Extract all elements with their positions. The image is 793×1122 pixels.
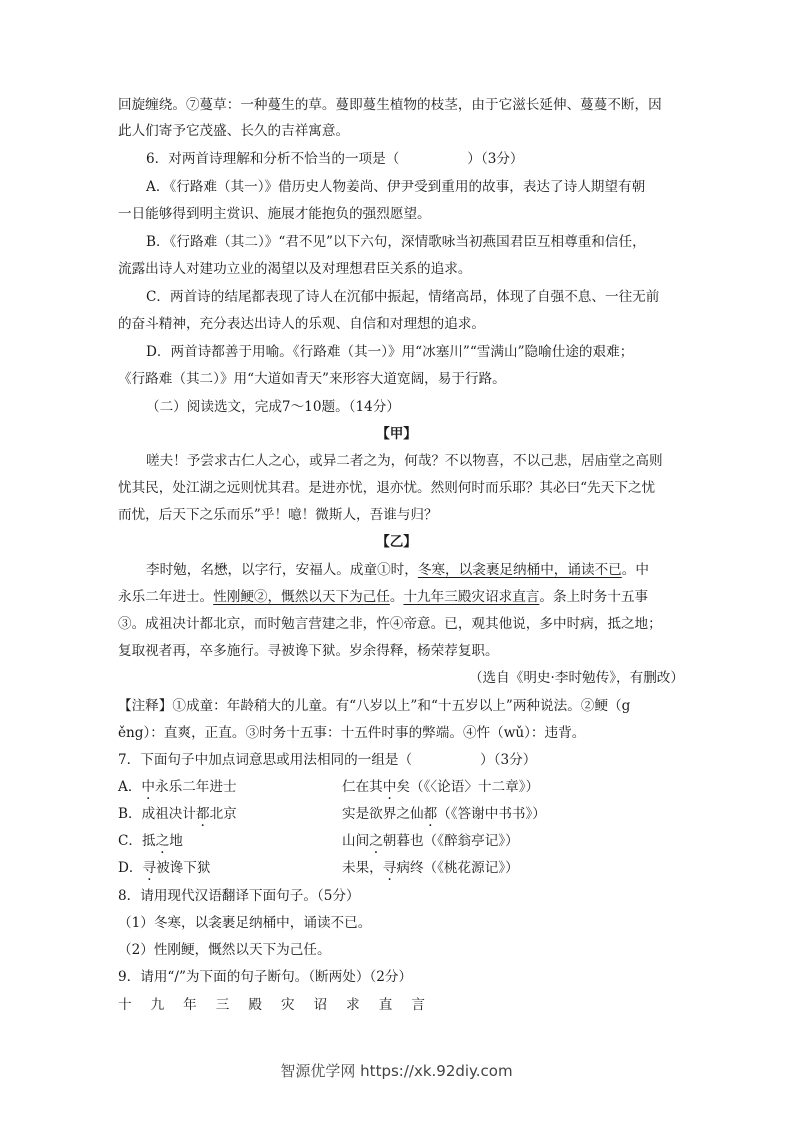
q6-option-a-line-1: A．《行路难（其一）》借历史人物姜尚、伊尹受到重用的故事，表达了诗人期望有朝 (146, 179, 646, 195)
q6-option-c-line-2: 的奋斗精神，充分表达出诗人的乐观、自信和对理想的追求。 (118, 316, 486, 332)
passage-jia-title: 【甲】 (376, 426, 417, 442)
passage-yi-line-2 (118, 587, 678, 607)
text: C．抵 (118, 833, 156, 849)
dotted-word: 都 (423, 806, 438, 822)
text: （《答谢中书书》） (437, 806, 546, 822)
q7-option-b-right (342, 804, 546, 824)
text: A． (118, 779, 142, 795)
q8-sentence-2: （2）性刚鲠，慨然以天下为己任。 (118, 942, 331, 958)
q7-option-b-left (118, 804, 237, 824)
passage-yi-line-4: 复取视者再，卒多施行。寻被谗下狱。岁余得释，杨荣荐复职。 (118, 643, 499, 659)
q6-option-a-line-2: 一日能够得到明主赏识、施展才能抱负的强烈愿望。 (118, 206, 431, 222)
passage-yi-line-1 (146, 560, 706, 580)
yi-line-2-text: 永乐二年进士。 (118, 589, 214, 605)
q6-option-c-line-1: C．两首诗的结尾都表现了诗人在沉郁中振起，情绪高昂，体现了自强不息、一往无前 (146, 289, 660, 305)
passage-yi-source: （选自《明史·李时勉传》，有删改） (468, 670, 684, 686)
q6-option-d-line-2: 《行路难（其二）》用“大道如青天”来形容大道宽阔，易于行路。 (118, 371, 506, 387)
text: 朝暮也（《醉翁亭记》） (382, 833, 519, 849)
text: 病终（《桃花源记》） (396, 860, 519, 876)
q8-sentence-1: （1）冬寒，以衾裹足纳桶中，诵读不已。 (118, 915, 372, 931)
q7-option-c-right (342, 831, 519, 851)
yi-line-1-end: 。中 (621, 562, 649, 578)
q6-option-b-line-1: B．《行路难（其二）》“君不见”以下六句，深情歌咏当初燕国君臣互相尊重和信任， (146, 234, 646, 250)
passage-jia-line-2: 忧其民，处江湖之远则忧其君。是进亦忧，退亦忧。然则何时而乐耶？其必曰“先天下之忧 (118, 480, 656, 496)
note-continuation-line-2: 此人们寄予它茂盛、长久的吉祥寓意。 (118, 123, 350, 139)
passage-yi-title: 【乙】 (376, 534, 417, 550)
dotted-word: 之 (155, 833, 170, 849)
yi-line-1-text: 李时勉，名懋，以字行，安福人。成童①时， (146, 562, 418, 578)
text: 仁在其 (342, 779, 383, 795)
passage-jia-line-1: 嗟夫！予尝求古仁人之心，或异二者之为，何哉？不以物喜，不以己悲，居庙堂之高则 (146, 453, 663, 469)
q7-option-d-left (118, 858, 210, 878)
underlined-sentence-1: 冬寒，以衾裹足纳桶中，诵读不已 (417, 562, 622, 578)
dotted-word: 都 (195, 806, 210, 822)
underlined-sentence-3: 十九年三殿灾诏求直言 (403, 589, 540, 605)
question-7-stem: 7．下面句子中加点词意思或用法相同的一组是（ ）（3分） (118, 752, 537, 768)
dotted-word: 寻 (142, 860, 157, 876)
text: 山间 (342, 833, 370, 849)
text: 地 (169, 833, 183, 849)
text: D． (118, 860, 143, 876)
yi-line-2-punct: 。 (389, 589, 404, 605)
dotted-word: 寻 (382, 860, 397, 876)
passage-yi-line-3: ③。成祖决计都北京，而时勉言营建之非，忤④帝意。已，观其他说，多中时病，抵之地； (118, 616, 662, 632)
q6-option-d-line-1: D．两首诗都善于用喻。《行路难（其一）》用“冰塞川”“雪满山”隐喻仕途的艰难； (146, 344, 634, 360)
text: 未果， (342, 860, 383, 876)
text: 被谗下狱 (156, 860, 211, 876)
note-continuation-line-1: 回旋缠绕。⑦蔓草：一种蔓生的草。蔓即蔓生植物的枝茎，由于它滋长延伸、蔓蔓不断，因 (118, 97, 662, 113)
question-6-stem: 6．对两首诗理解和分析不恰当的一项是（ ）（3分） (146, 151, 524, 167)
dotted-word: 中 (141, 779, 156, 795)
dotted-word: 中 (382, 779, 397, 795)
q7-option-a-right (342, 777, 539, 797)
q6-option-b-line-2: 流露出诗人对建功立业的渴望以及对理想君臣关系的追求。 (118, 261, 472, 277)
text: 永乐二年进士 (155, 779, 237, 795)
text: B．成祖决计 (118, 806, 196, 822)
section-2-heading: （二）阅读选文，完成7～10题。（14分） (146, 399, 400, 415)
text: 实是欲界之仙 (342, 806, 424, 822)
text: 北京 (209, 806, 237, 822)
annotation-line-2: ěng）：直爽，正直。③时务十五事：十五件时事的弊端。④忤（wǔ）：违背。 (118, 725, 586, 741)
footer-watermark: 智源优学网 https://xk.92diy.com (280, 1062, 513, 1080)
text: 矣（《〈论语〉十二章》） (396, 779, 540, 795)
question-8-stem: 8．请用现代汉语翻译下面句子。（5分） (118, 888, 360, 904)
question-9-stem: 9．请用“/”为下面的句子断句。（断两处）（2分） (118, 969, 413, 985)
passage-jia-line-3: 而忧，后天下之乐而乐”乎！噫！微斯人，吾谁与归？ (118, 507, 438, 523)
q7-option-c-left (118, 831, 183, 851)
annotation-line-1: 【注释】①成童：年龄稍大的儿童。有“八岁以上”和“十五岁以上”两种说法。②鲠（g (118, 698, 631, 714)
q7-option-a-left (118, 777, 237, 797)
q9-sentence: 十九年三殿灾诏求直言 (118, 997, 444, 1013)
underlined-sentence-2: 性刚鲠②，慨然以天下为己任 (213, 589, 390, 605)
yi-line-2-end: 。条上时务十五事 (539, 589, 649, 605)
q7-option-d-right (342, 858, 519, 878)
dotted-word: 之 (369, 833, 383, 849)
